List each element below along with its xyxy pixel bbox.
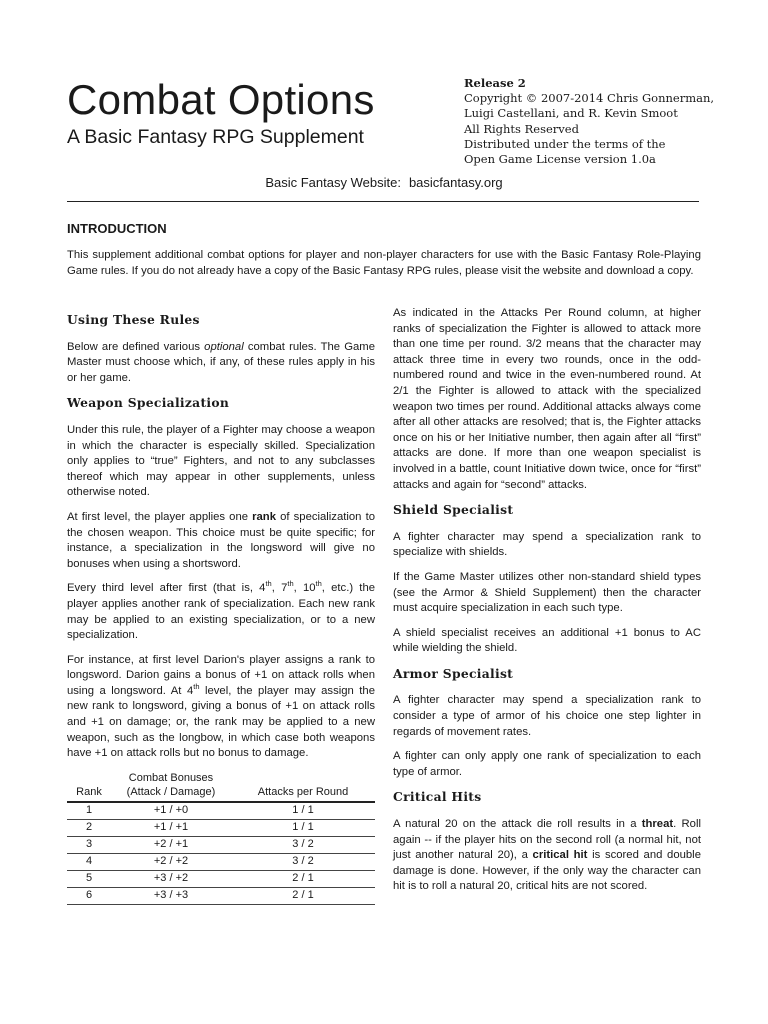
header-divider xyxy=(67,201,699,202)
shield-specialist-heading: Shield Specialist xyxy=(393,502,514,518)
armor-paragraph-1: A fighter character may spend a specialization rank to consider a type of armor of his choice one step lighter in regards of movement rates. xyxy=(393,694,701,738)
table-row xyxy=(67,870,375,887)
table-row xyxy=(67,853,375,870)
document-subtitle: A Basic Fantasy RPG Supplement xyxy=(67,126,364,148)
table-row xyxy=(67,836,375,853)
left-column xyxy=(67,306,375,905)
attacks-cell: 3 / 2 xyxy=(231,853,375,870)
armor-paragraph-2: A fighter can only apply one rank of specialization to each type of armor. xyxy=(393,750,701,778)
rank-cell: 6 xyxy=(67,887,111,904)
copyright-line: All Rights Reserved xyxy=(464,121,579,136)
website-line xyxy=(0,175,768,190)
rank-cell: 5 xyxy=(67,870,111,887)
copyright-line: Luigi Castellani, and R. Kevin Smoot xyxy=(464,106,678,121)
shield-paragraph-2: If the Game Master utilizes other non-standard shield types (see the Armor & Shield Supplement) then the character must acquire specialization in each such type. xyxy=(393,570,701,615)
copyright-line: Copyright © 2007-2014 Chris Gonnerman, xyxy=(464,91,715,106)
bonus-cell: +1 / +1 xyxy=(111,819,231,836)
table-header-row xyxy=(67,771,375,802)
armor-specialist-heading: Armor Specialist xyxy=(393,665,514,681)
release-label: Release 2 xyxy=(464,76,526,90)
rank-column-header: Rank xyxy=(67,771,111,802)
shield-paragraph-1: A fighter character may spend a specialization rank to specialize with shields. xyxy=(393,530,701,559)
table-row xyxy=(67,802,375,820)
attacks-per-round-paragraph: As indicated in the Attacks Per Round column, at higher ranks of specialization the Fighter is allowed to attack more than one time per round. 3/2 means that the character may attack three time in every two rounds, once in the odd-numbered round and twice in the even-numbered round. At 2/1 the Fighter is allowed to attack with the specialized weapon two times per round. Additional attacks always come after all other attacks are resolved; that is, the Fighter attacks once on his or her Initiative number, then again after all “first” attacks are done. If more than one weapon specialist is involved in a battle, count Initiative down twice, once for “first” attacks and again for “second” attacks. xyxy=(393,307,701,491)
attacks-cell: 3 / 2 xyxy=(231,836,375,853)
weapon-specialization-heading: Weapon Specialization xyxy=(67,395,230,411)
weapon-spec-paragraph-2: At first level, the player applies one rank of specialization to the chosen weapon. This choice must be quite specific; for instance, a specialization in the longsword will give no bonuses when using a shortsword. xyxy=(67,510,375,570)
release-info xyxy=(464,76,754,167)
bonus-cell: +1 / +0 xyxy=(111,802,231,820)
copyright-line: Open Game License version 1.0a xyxy=(464,152,656,167)
website-label: Basic Fantasy Website: xyxy=(265,175,401,190)
attacks-cell: 1 / 1 xyxy=(231,802,375,820)
bonus-cell: +2 / +2 xyxy=(111,853,231,870)
weapon-spec-paragraph-3: Every third level after first (that is, 4th, 7th, 10th, etc.) the player applies another rank of specialization. Each new rank may be applied to an existing specialization, or to a new specialization. xyxy=(67,579,376,642)
critical-hits-heading: Critical Hits xyxy=(393,789,482,805)
bonus-cell: +2 / +1 xyxy=(111,836,231,853)
introduction-heading: INTRODUCTION xyxy=(67,221,167,236)
attacks-cell: 1 / 1 xyxy=(231,819,375,836)
table-row xyxy=(67,887,375,904)
right-column xyxy=(393,306,701,904)
attacks-cell: 2 / 1 xyxy=(231,887,375,904)
rank-cell: 2 xyxy=(67,819,111,836)
rank-cell: 4 xyxy=(67,853,111,870)
weapon-spec-paragraph-4: For instance, at first level Darion's player assigns a rank to longsword. Darion gains a bonus of +1 on attack rolls when using a longsword. At 4th level, the player may assign the new rank to longsword, giving a bonus of +1 on attack rolls and +1 on damage; or, the rank may be applied to a new weapon, such as the longbow, in which case both weapons have +1 on attack rolls but no bonus to damage. xyxy=(67,653,375,760)
combat-bonuses-table xyxy=(67,771,375,905)
attacks-column-header: Attacks per Round xyxy=(231,771,375,802)
weapon-spec-paragraph-1: Under this rule, the player of a Fighter may choose a weapon in which the character is especially skilled. Specialization only applies to “true” Fighters, and not to any subclasses thereof which may appear in other supplements, unless otherwise noted. xyxy=(67,423,375,499)
critical-hits-paragraph: A natural 20 on the attack die roll results in a threat. Roll again -- if the player hits on the second roll (a normal hit, not just another natural 20), a critical hit is scored and double damage is done. However, if the only way the character can hit is to roll a natural 20, critical hits are not scored. xyxy=(393,818,701,893)
table-row xyxy=(67,819,375,836)
bonus-cell: +3 / +2 xyxy=(111,870,231,887)
introduction-text: This supplement additional combat options for player and non-player characters for use with the Basic Fantasy Role-Playing Game rules. If you do not already have a copy of the Basic Fantasy RPG rules, please visit the website and download a copy. xyxy=(67,249,701,278)
rank-cell: 3 xyxy=(67,836,111,853)
rank-cell: 1 xyxy=(67,802,111,820)
website-link[interactable]: basicfantasy.org xyxy=(408,175,503,190)
attacks-cell: 2 / 1 xyxy=(231,870,375,887)
using-rules-text: Below are defined various optional combat rules. The Game Master must choose which, if any, of these rules apply in his or her game. xyxy=(67,340,375,384)
copyright-line: Distributed under the terms of the xyxy=(464,136,666,151)
shield-paragraph-3: A shield specialist receives an additional +1 bonus to AC while wielding the shield. xyxy=(393,626,701,655)
using-rules-heading: Using These Rules xyxy=(67,312,200,327)
bonus-column-header: Combat Bonuses (Attack / Damage) xyxy=(111,771,231,802)
bonus-cell: +3 / +3 xyxy=(111,887,231,904)
document-title: Combat Options xyxy=(67,76,375,123)
